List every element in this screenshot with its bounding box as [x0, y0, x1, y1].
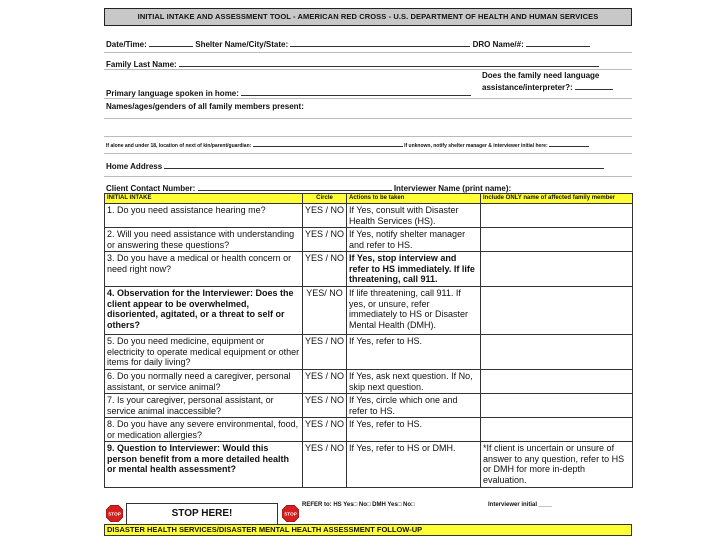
- member-cell[interactable]: [481, 287, 633, 335]
- action-cell: If Yes, refer to HS or DMH.: [347, 442, 481, 488]
- yes-no-cell[interactable]: YES / NO: [303, 418, 347, 442]
- yes-no-cell[interactable]: YES / NO: [303, 228, 347, 252]
- intake-table: [104, 193, 633, 488]
- action-cell: If Yes, refer to HS.: [347, 418, 481, 442]
- action-cell: If Yes, consult with Disaster Health Services (HS).: [347, 204, 481, 228]
- header-actions: Actions to be taken: [347, 194, 481, 204]
- interpreter-blank[interactable]: [575, 81, 613, 90]
- members-label: Names/ages/genders of all family members present:: [106, 102, 304, 111]
- interviewer-initial[interactable]: Interviewer initial ____: [488, 502, 553, 508]
- divider: [104, 52, 632, 53]
- minor-blank[interactable]: [253, 142, 403, 147]
- question-cell: 2. Will you need assistance with understanding or answering these questions?: [105, 228, 303, 252]
- yes-no-cell[interactable]: YES / NO: [303, 442, 347, 488]
- table-row: [105, 228, 633, 252]
- datetime-row: [106, 38, 590, 49]
- yes-no-cell[interactable]: YES / NO: [303, 252, 347, 287]
- table-row: [105, 370, 633, 394]
- minor-row: [106, 142, 589, 149]
- family-last-row: [106, 58, 599, 69]
- question-cell: 6. Do you normally need a caregiver, personal assistant, or service animal?: [105, 370, 303, 394]
- contact-label: Client Contact Number:: [106, 184, 196, 193]
- yes-no-cell[interactable]: YES/ NO: [303, 287, 347, 335]
- member-cell[interactable]: [481, 418, 633, 442]
- action-cell: If Yes, refer to HS.: [347, 335, 481, 370]
- dro-blank[interactable]: [526, 38, 590, 47]
- divider: [104, 98, 632, 99]
- member-cell[interactable]: [481, 370, 633, 394]
- header-intake: INITIAL INTAKE: [105, 194, 303, 204]
- question-cell: 5. Do you need medicine, equipment or electricity to operate medical equipment or other items for daily living?: [105, 335, 303, 370]
- home-address-label: Home Address: [106, 162, 163, 171]
- action-cell: If Yes, notify shelter manager and refer to HS.: [347, 228, 481, 252]
- question-cell: 8. Do you have any severe environmental, food, or medication allergies?: [105, 418, 303, 442]
- family-last-label: Family Last Name:: [106, 60, 177, 69]
- intake-form: [104, 8, 632, 536]
- shelter-blank[interactable]: [290, 38, 470, 47]
- interviewer-label: Interviewer Name (print name):: [393, 184, 512, 193]
- datetime-blank[interactable]: [149, 38, 193, 47]
- family-last-blank[interactable]: [179, 58, 599, 67]
- home-address-row: [106, 160, 604, 171]
- stop-sign-text: STOP: [284, 511, 297, 517]
- stop-sign-icon: [282, 505, 299, 522]
- action-cell: If Yes, ask next question. If No, skip next question.: [347, 370, 481, 394]
- language-label: Primary language spoken in home:: [106, 89, 239, 98]
- language-row: [106, 87, 471, 98]
- divider: [104, 153, 632, 154]
- form-title: INITIAL INTAKE AND ASSESSMENT TOOL - AMERICAN RED CROSS - U.S. DEPARTMENT OF HEALTH AND HUMAN SERVICES: [104, 8, 632, 26]
- divider: [104, 176, 632, 177]
- stop-here-label: STOP HERE!: [126, 503, 278, 525]
- question-cell: 3. Do you have a medical or health concern or need right now?: [105, 252, 303, 287]
- yes-no-cell[interactable]: YES / NO: [303, 394, 347, 418]
- interpreter-label: Does the family need language assistance/interpreter?:: [482, 71, 600, 92]
- action-cell: If life threatening, call 911. If yes, or unsure, refer immediately to HS or Disaster Mental Health (DMH).: [347, 287, 481, 335]
- table-row: [105, 204, 633, 228]
- minor-label-2: If unknown, notify shelter manager & interviewer initial here:: [404, 143, 548, 149]
- member-cell[interactable]: [481, 228, 633, 252]
- refer-options[interactable]: REFER to: HS Yes□ No□ DMH Yes□ No□: [302, 502, 415, 508]
- stop-sign-icon: [106, 505, 123, 522]
- yes-no-cell[interactable]: YES / NO: [303, 204, 347, 228]
- interpreter-row: [482, 70, 632, 93]
- table-row: [105, 394, 633, 418]
- header-circle: Circle: [303, 194, 347, 204]
- table-row: [105, 287, 633, 335]
- contact-blank[interactable]: [198, 182, 392, 191]
- question-cell: 9. Question to Interviewer: Would this person benefit from a more detailed health or mental health assessment?: [105, 442, 303, 488]
- uncertain-note: *If client is uncertain or unsure of answer to any question, refer to HS or DMH for more in-depth evaluation.: [481, 442, 633, 488]
- footer-row: [104, 502, 632, 526]
- header-member: Include ONLY name of affected family member: [481, 194, 633, 204]
- language-blank[interactable]: [241, 87, 471, 96]
- followup-bar: DISASTER HEALTH SERVICES/DISASTER MENTAL HEALTH ASSESSMENT FOLLOW-UP: [104, 524, 632, 536]
- dro-label: DRO Name/#:: [472, 40, 524, 49]
- minor-initial-blank[interactable]: [549, 142, 589, 147]
- divider: [104, 118, 632, 119]
- minor-label: If alone and under 18, location of next of kin/parent/guardian:: [106, 143, 252, 149]
- table-row: [105, 418, 633, 442]
- action-cell: If Yes, stop interview and refer to HS immediately. If life threatening, call 911.: [347, 252, 481, 287]
- datetime-label: Date/Time:: [106, 40, 147, 49]
- question-cell: 1. Do you need assistance hearing me?: [105, 204, 303, 228]
- stop-sign-text: STOP: [108, 511, 121, 517]
- table-row: [105, 335, 633, 370]
- shelter-label: Shelter Name/City/State:: [195, 40, 289, 49]
- home-address-blank[interactable]: [164, 160, 604, 169]
- table-row: [105, 442, 633, 488]
- member-cell[interactable]: [481, 394, 633, 418]
- table-header-row: [105, 194, 633, 204]
- question-cell: 7. Is your caregiver, personal assistant, or service animal inaccessible?: [105, 394, 303, 418]
- contact-row: [106, 182, 511, 193]
- action-cell: If Yes, circle which one and refer to HS.: [347, 394, 481, 418]
- member-cell[interactable]: [481, 252, 633, 287]
- table-row: [105, 252, 633, 287]
- yes-no-cell[interactable]: YES / NO: [303, 370, 347, 394]
- yes-no-cell[interactable]: YES / NO: [303, 335, 347, 370]
- member-cell[interactable]: [481, 204, 633, 228]
- divider: [104, 136, 632, 137]
- member-cell[interactable]: [481, 335, 633, 370]
- question-cell: 4. Observation for the Interviewer: Does the client appear to be overwhelmed, disoriented, agitated, or a threat to self or others?: [105, 287, 303, 335]
